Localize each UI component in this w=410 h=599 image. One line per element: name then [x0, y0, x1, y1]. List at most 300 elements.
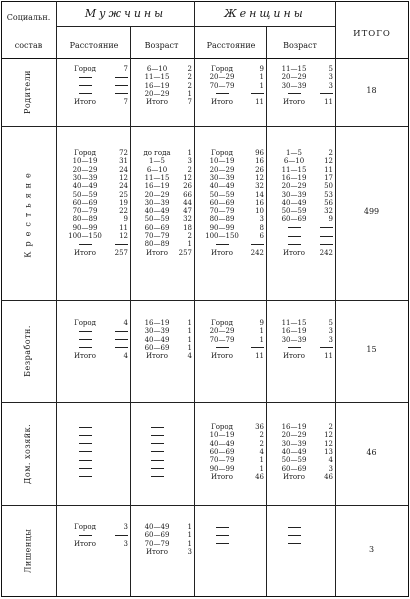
dash-mark — [216, 244, 229, 245]
cell-label — [272, 233, 316, 240]
cell-label — [272, 541, 316, 548]
cell-count: 26 — [255, 165, 264, 174]
women-distance-header: Расстояние — [206, 41, 256, 50]
cell-count: 19 — [119, 198, 128, 207]
group-separator-1 — [1, 126, 408, 127]
cell-count: 4 — [187, 352, 192, 361]
dash-mark — [115, 244, 128, 245]
cell-label: 80—89 — [72, 215, 98, 224]
cell-count: 16 — [255, 198, 264, 207]
cell-label: 11—15 — [144, 73, 170, 82]
dash-mark — [288, 227, 301, 228]
cell-count: 1 — [259, 464, 264, 473]
cell-count — [111, 74, 128, 81]
cell-label: Итого — [145, 248, 169, 257]
cell-count: 1 — [259, 73, 264, 82]
cell-label: 60—69 — [144, 531, 170, 540]
cell-label: 30—39 — [209, 173, 235, 182]
cell-label: 20—29 — [144, 89, 170, 98]
cell-label — [136, 449, 178, 456]
cell-label: 30—39 — [281, 335, 307, 344]
dash-mark — [79, 476, 92, 477]
cell-count: 2 — [259, 431, 264, 440]
cell-label — [136, 474, 178, 481]
men-distance-header: Расстояние — [69, 41, 119, 50]
group-separator-2 — [1, 300, 408, 301]
cell-label: Город — [74, 149, 96, 157]
group-total: 18 — [366, 86, 377, 95]
cell-count: 2 — [187, 232, 192, 240]
cell-count — [247, 241, 264, 248]
cell-label — [61, 74, 109, 81]
cell-label: Итого — [282, 248, 306, 257]
cell-count: 4 — [123, 319, 128, 327]
women-age-header: Возраст — [283, 41, 317, 50]
header-bottom — [1, 58, 408, 59]
cell-label: Итого — [210, 352, 234, 361]
cell-count: 12 — [119, 173, 128, 182]
cell-label — [136, 424, 178, 431]
cell-count: 36 — [255, 423, 264, 431]
cell-label: 50—59 — [281, 207, 307, 216]
cell-label: Итого — [73, 248, 97, 257]
cell-count: 2 — [187, 165, 192, 174]
cell-label: 30—39 — [144, 327, 170, 336]
cell-label: 6—10 — [283, 157, 305, 166]
cell-count: 3 — [328, 335, 333, 344]
cell-count: 3 — [123, 523, 128, 531]
cell-count — [111, 328, 128, 335]
dash-mark — [320, 227, 333, 228]
cell-count: 11 — [324, 352, 333, 361]
group-label: Дом. хозяйк. — [23, 423, 33, 484]
cell-count: 2 — [187, 81, 192, 90]
cell-label: 40—49 — [72, 182, 98, 191]
cell-count: 1 — [259, 335, 264, 344]
cell-label — [61, 441, 109, 448]
men-header: Мужчины — [84, 7, 167, 20]
cell-count: 1 — [259, 456, 264, 465]
cell-label: Итого — [145, 352, 169, 361]
cell-count: 44 — [183, 198, 192, 207]
cell-label: 40—49 — [144, 207, 170, 216]
dash-mark — [79, 93, 92, 94]
cell-count: 3 — [328, 327, 333, 336]
cell-label: Город — [211, 149, 233, 157]
cell-count: 9 — [259, 319, 264, 327]
cell-label: 50—59 — [281, 456, 307, 465]
cell-label — [136, 441, 178, 448]
cell-label: 70—79 — [72, 207, 98, 216]
cell-count: 1 — [187, 539, 192, 548]
cell-label: 6—10 — [146, 165, 168, 174]
cell-label: 16—19 — [281, 327, 307, 336]
cell-count: 2 — [187, 65, 192, 73]
cell-label: Итого — [282, 472, 306, 481]
men-age-header: Возраст — [144, 41, 179, 50]
cell-label: Итого — [145, 547, 169, 556]
cell-count: 56 — [324, 198, 333, 207]
cell-label: Итого — [210, 472, 234, 481]
cell-count: 2 — [328, 149, 333, 157]
cell-count: 53 — [324, 190, 333, 199]
dash-mark — [288, 93, 301, 94]
itogo-header: ИТОГО — [353, 29, 391, 39]
cell-label: 40—49 — [209, 182, 235, 191]
cell-label — [272, 91, 316, 98]
cell-count: 7 — [123, 65, 128, 73]
cell-label: Итого — [73, 352, 97, 361]
cell-count: 46 — [255, 472, 264, 481]
dash-mark — [115, 93, 128, 94]
cell-label: 70—79 — [209, 207, 235, 216]
dash-mark — [115, 339, 128, 340]
group-total: 499 — [363, 207, 380, 216]
cell-count: 32 — [324, 207, 333, 216]
cell-label: 10—19 — [209, 157, 235, 166]
cell-label — [272, 225, 316, 232]
group-label: Лишенцы — [22, 528, 32, 573]
cell-count: 13 — [324, 447, 333, 456]
cell-count: 50 — [324, 182, 333, 191]
dash-mark — [320, 244, 333, 245]
cell-count: 4 — [328, 456, 333, 465]
cell-count — [111, 345, 128, 352]
cell-count: 3 — [187, 547, 192, 556]
cell-label — [61, 337, 109, 344]
cell-count: 6 — [259, 232, 264, 240]
cell-label — [199, 541, 245, 548]
cell-count: 242 — [319, 248, 333, 257]
dash-mark — [115, 347, 128, 348]
cell-label: 90—99 — [209, 223, 235, 232]
cell-count: 12 — [255, 173, 264, 182]
cell-label: 1—5 — [286, 149, 302, 157]
dash-mark — [216, 347, 229, 348]
cell-count: 1 — [187, 149, 192, 157]
cell-label: 100—150 — [68, 232, 102, 240]
cell-label — [199, 241, 245, 248]
dash-mark — [115, 535, 128, 536]
col-divider-social — [56, 1, 57, 596]
cell-count: 4 — [259, 447, 264, 456]
dash-mark — [288, 244, 301, 245]
cell-label: до года — [143, 149, 171, 157]
cell-count: 17 — [324, 173, 333, 182]
cell-label: 10—19 — [209, 431, 235, 440]
cell-label — [272, 524, 316, 531]
cell-label — [199, 345, 245, 352]
cell-label: Итого — [73, 98, 97, 107]
dash-mark — [320, 93, 333, 94]
cell-label: 70—79 — [144, 232, 170, 240]
cell-label — [136, 432, 178, 439]
cell-count: 10 — [255, 207, 264, 216]
cell-label: 40—49 — [209, 439, 235, 448]
cell-count — [318, 345, 333, 352]
cell-label — [61, 457, 109, 464]
cell-label — [61, 432, 109, 439]
dash-mark — [79, 77, 92, 78]
cell-count: 16 — [255, 157, 264, 166]
group-total: 3 — [368, 544, 375, 554]
dash-mark — [288, 543, 301, 544]
cell-label: Город — [74, 523, 96, 531]
cell-label: 30—39 — [281, 190, 307, 199]
cell-count: 3 — [328, 464, 333, 473]
dash-mark — [151, 476, 164, 477]
cell-count: 257 — [178, 248, 192, 257]
dash-mark — [79, 451, 92, 452]
cell-count — [111, 91, 128, 98]
cell-label: 11—15 — [281, 165, 307, 174]
cell-label: 80—89 — [144, 240, 170, 249]
cell-count: 47 — [183, 207, 192, 216]
col-divider-women — [335, 1, 336, 596]
cell-label — [61, 91, 109, 98]
cell-label: 70—79 — [209, 81, 235, 90]
cell-count: 12 — [324, 439, 333, 448]
cell-label: Город — [74, 319, 96, 327]
cell-count: 9 — [328, 215, 333, 224]
cell-count: 3 — [328, 81, 333, 90]
cell-label — [199, 524, 245, 531]
cell-label: 50—59 — [72, 190, 98, 199]
cell-label: 60—69 — [281, 215, 307, 224]
cell-count: 25 — [119, 190, 128, 199]
dash-mark — [216, 535, 229, 536]
cell-count: 1 — [187, 343, 192, 352]
cell-label: Итого — [282, 352, 306, 361]
cell-count: 3 — [123, 539, 128, 548]
cell-label — [61, 474, 109, 481]
cell-count: 1 — [259, 327, 264, 336]
dash-mark — [115, 77, 128, 78]
cell-label — [272, 241, 316, 248]
cell-label: 30—39 — [281, 81, 307, 90]
dash-mark — [288, 236, 301, 237]
cell-count: 1 — [187, 327, 192, 336]
cell-label: 80—89 — [209, 215, 235, 224]
cell-label: Город — [211, 65, 233, 73]
cell-count: 72 — [119, 149, 128, 157]
cell-count — [111, 337, 128, 344]
cell-label: 40—49 — [144, 335, 170, 344]
cell-label — [61, 241, 109, 248]
cell-label: 30—39 — [144, 198, 170, 207]
cell-label: 70—79 — [209, 335, 235, 344]
cell-count: 5 — [328, 319, 333, 327]
dash-mark — [79, 443, 92, 444]
cell-label: 50—59 — [144, 215, 170, 224]
cell-count: 3 — [259, 215, 264, 224]
cell-count: 8 — [259, 223, 264, 232]
cell-count: 1 — [259, 81, 264, 90]
dash-mark — [79, 468, 92, 469]
dash-mark — [115, 331, 128, 332]
cell-label: 60—69 — [144, 223, 170, 232]
cell-label: 70—79 — [144, 539, 170, 548]
cell-label: 16—19 — [144, 81, 170, 90]
dash-mark — [151, 435, 164, 436]
cell-label: 60—69 — [209, 198, 235, 207]
cell-label: 11—15 — [281, 319, 307, 327]
cell-count: 24 — [119, 182, 128, 191]
cell-count: 11 — [255, 352, 264, 361]
dash-mark — [288, 347, 301, 348]
cell-label: 16—19 — [144, 182, 170, 191]
cell-label: 40—49 — [281, 447, 307, 456]
cell-label — [136, 466, 178, 473]
group-separator-3 — [1, 402, 408, 403]
cell-count — [247, 91, 264, 98]
cell-label: 20—29 — [281, 182, 307, 191]
cell-label: Итого — [282, 98, 306, 107]
cell-label — [61, 532, 109, 539]
cell-label: 20—29 — [72, 165, 98, 174]
cell-label: 100—150 — [205, 232, 239, 240]
cell-count: 26 — [183, 182, 192, 191]
cell-count: 3 — [328, 73, 333, 82]
cell-count: 11 — [255, 98, 264, 107]
dash-mark — [79, 460, 92, 461]
dash-mark — [216, 93, 229, 94]
cell-count: 46 — [324, 472, 333, 481]
group-label: Безработн. — [22, 325, 32, 377]
cell-count: 2 — [259, 439, 264, 448]
dash-mark — [79, 339, 92, 340]
cell-label: 20—29 — [144, 190, 170, 199]
cell-count: 4 — [123, 352, 128, 361]
cell-label: 90—99 — [72, 223, 98, 232]
cell-count — [318, 241, 333, 248]
cell-label: 40—49 — [144, 523, 170, 531]
cell-count: 1 — [187, 240, 192, 249]
dash-mark — [251, 93, 264, 94]
cell-label — [61, 83, 109, 90]
cell-label: 60—69 — [144, 343, 170, 352]
cell-label — [61, 424, 109, 431]
dash-mark — [79, 347, 92, 348]
dash-mark — [251, 347, 264, 348]
cell-label — [61, 449, 109, 456]
cell-count: 11 — [119, 223, 128, 232]
dash-mark — [288, 535, 301, 536]
cell-count: 66 — [183, 190, 192, 199]
cell-count: 1 — [187, 89, 192, 98]
cell-count: 242 — [250, 248, 264, 257]
cell-count: 7 — [123, 98, 128, 107]
cell-label: 20—29 — [209, 165, 235, 174]
cell-label: 20—29 — [209, 327, 235, 336]
cell-label: 60—69 — [209, 447, 235, 456]
cell-label: 30—39 — [72, 173, 98, 182]
cell-label: 50—59 — [209, 190, 235, 199]
table-border-top — [1, 1, 408, 2]
cell-count: 7 — [187, 98, 192, 107]
dash-mark — [320, 236, 333, 237]
cell-count: 1 — [187, 319, 192, 327]
cell-count: 12 — [183, 173, 192, 182]
cell-label: 70—79 — [209, 456, 235, 465]
cell-count: 22 — [119, 207, 128, 216]
cell-label: 11—15 — [281, 65, 307, 73]
cell-count: 31 — [119, 157, 128, 166]
dash-mark — [151, 427, 164, 428]
cell-count: 14 — [255, 190, 264, 199]
cell-label: Город — [211, 319, 233, 327]
cell-label: 16—19 — [281, 423, 307, 431]
cell-label: Итого — [210, 98, 234, 107]
dash-mark — [79, 244, 92, 245]
cell-count: 1 — [187, 531, 192, 540]
cell-label: 60—69 — [281, 464, 307, 473]
cell-label — [136, 457, 178, 464]
cell-count — [318, 91, 333, 98]
cell-count: 257 — [114, 248, 128, 257]
cell-count: 12 — [324, 431, 333, 440]
group-total: 46 — [366, 447, 377, 457]
col-divider-men — [194, 1, 195, 596]
dash-mark — [151, 451, 164, 452]
cell-count: 12 — [119, 232, 128, 240]
cell-label — [199, 91, 245, 98]
cell-count: 9 — [259, 65, 264, 73]
social-header-line1: Социальн. — [6, 13, 51, 22]
cell-count: 5 — [328, 65, 333, 73]
cell-count — [111, 241, 128, 248]
cell-label: 16—19 — [144, 319, 170, 327]
cell-label — [61, 328, 109, 335]
group-total: 15 — [366, 345, 377, 354]
cell-count: 12 — [324, 157, 333, 166]
cell-count: 1 — [187, 523, 192, 531]
cell-label: 16—19 — [281, 173, 307, 182]
cell-label: 40—49 — [281, 198, 307, 207]
cell-count: 11 — [324, 98, 333, 107]
col-divider-men-mid — [130, 26, 131, 596]
cell-count: 2 — [187, 73, 192, 82]
cell-count: 2 — [328, 423, 333, 431]
cell-label: Город — [211, 423, 233, 431]
cell-label: 20—29 — [209, 73, 235, 82]
cell-count — [318, 233, 333, 240]
group-label: Родители — [23, 69, 33, 115]
dash-mark — [216, 543, 229, 544]
cell-label: 30—39 — [281, 439, 307, 448]
cell-count — [318, 225, 333, 232]
cell-label: Город — [74, 65, 96, 73]
table-border-right — [408, 1, 409, 597]
col-divider-women-mid — [266, 26, 267, 596]
dash-mark — [216, 527, 229, 528]
cell-count: 24 — [119, 165, 128, 174]
group-separator-4 — [1, 505, 408, 506]
cell-count: 96 — [255, 149, 264, 157]
cell-label — [272, 345, 316, 352]
cell-count: 1 — [187, 335, 192, 344]
cell-label — [61, 466, 109, 473]
cell-label: 20—29 — [281, 431, 307, 440]
women-header: Женщины — [224, 7, 306, 20]
cell-count: 18 — [183, 223, 192, 232]
cell-count: 3 — [187, 157, 192, 166]
cell-label — [199, 532, 245, 539]
cell-label: 1—5 — [149, 157, 165, 166]
cell-count: 9 — [123, 215, 128, 224]
dash-mark — [151, 443, 164, 444]
dash-mark — [288, 527, 301, 528]
